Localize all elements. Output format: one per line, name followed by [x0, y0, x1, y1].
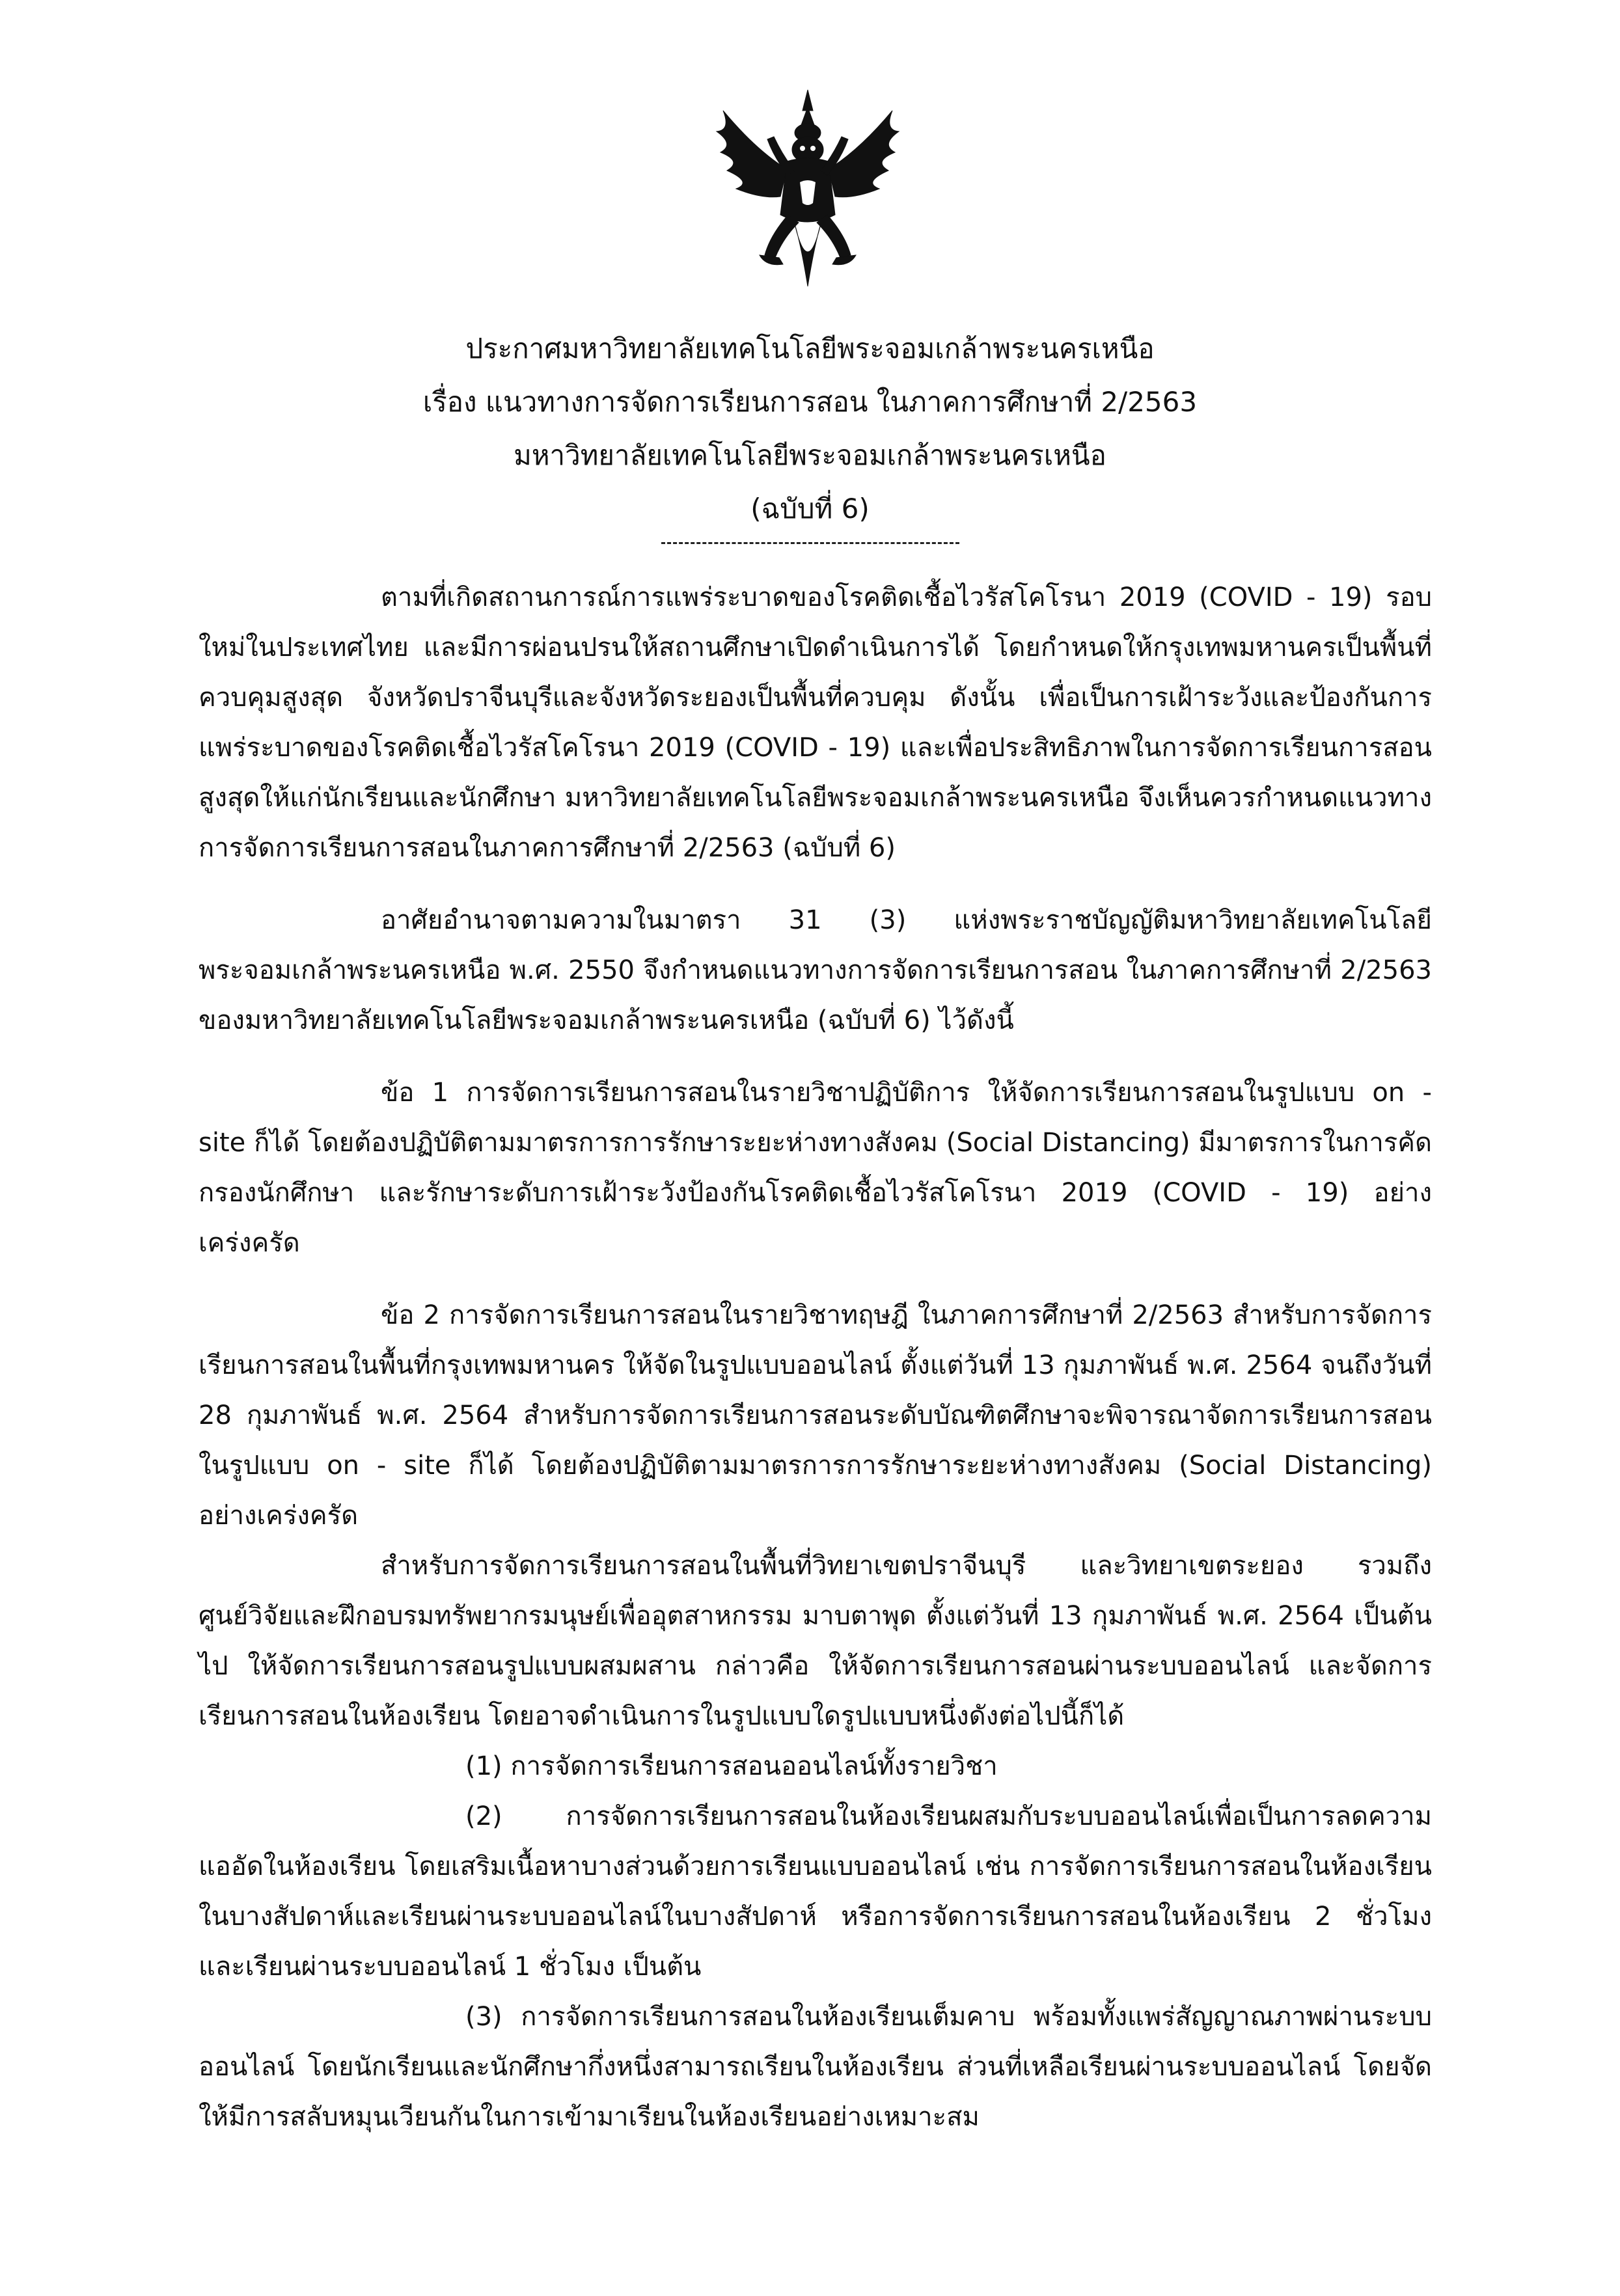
paragraph-campus: สำหรับการจัดการเรียนการสอนในพื้นที่วิทยาเขตปราจีนบุรี และวิทยาเขตระยอง รวมถึงศูนย์วิจัยและฝึกอบรมทรัพยากรมนุษย์เพื่ออุตสาหกรรม มาบตาพุด ตั้งแต่วันที่ 13 กุมภาพันธ์ พ.ศ. 2564 เป็นต้นไป ให้จัดการเรียนการสอนรูปแบบผสมผสาน กล่าวคือ ให้จัดการเรียนการสอนผ่านระบบออนไลน์ และจัดการเรียนการสอนในห้องเรียน โดยอาจดำเนินการในรูปแบบใดรูปแบบหนึ่งดังต่อไปนี้ก็ได้ — [199, 1551, 1432, 1731]
list-item-1: (1) การจัดการเรียนการสอนออนไลน์ทั้งรายวิชา — [465, 1751, 998, 1781]
separator-line — [661, 542, 959, 544]
header-edition: (ฉบับที่ 6) — [750, 493, 870, 525]
list-item-3: (3) การจัดการเรียนการสอนในห้องเรียนเต็มคาบ พร้อมทั้งแพร่สัญญาณภาพผ่านระบบออนไลน์ โดยนักเรียนและนักศึกษากึ่งหนึ่งสามารถเรียนในห้องเรียน ส่วนที่เหลือเรียนผ่านระบบออนไลน์ โดยจัดให้มีการสลับหมุนเวียนกันในการเข้ามาเรียนในห้องเรียนอย่างเหมาะสม — [199, 2002, 1432, 2132]
paragraph-clause-2: ข้อ 2 การจัดการเรียนการสอนในรายวิชาทฤษฎี ในภาคการศึกษาที่ 2/2563 สำหรับการจัดการเรียนการสอนในพื้นที่กรุงเทพมหานคร ให้จัดในรูปแบบออนไลน์ ตั้งแต่วันที่ 13 กุมภาพันธ์ พ.ศ. 2564 จนถึงวันที่ 28 กุมภาพันธ์ พ.ศ. 2564 สำหรับการจัดการเรียนการสอนระดับบัณฑิตศึกษาจะพิจารณาจัดการเรียนการสอนในรูปแบบ on - site ก็ได้ โดยต้องปฏิบัติตามมาตรการการรักษาระยะห่างทางสังคม (Social Distancing) อย่างเคร่งครัด — [199, 1300, 1432, 1531]
document-body — [199, 573, 1432, 2142]
paragraph-clause-1: ข้อ 1 การจัดการเรียนการสอนในรายวิชาปฏิบัติการ ให้จัดการเรียนการสอนในรูปแบบ on - site ก็ได้ โดยต้องปฏิบัติตามมาตรการการรักษาระยะห่างทางสังคม (Social Distancing) มีมาตรการในการคัดกรองนักศึกษา และรักษาระดับการเฝ้าระวังป้องกันโรคติดเชื้อไวรัสโคโรนา 2019 (COVID - 19) อย่างเคร่งครัด — [199, 1078, 1432, 1258]
announcement-header — [0, 322, 1620, 536]
header-subject: เรื่อง แนวทางการจัดการเรียนการสอน ในภาคการศึกษาที่ 2/2563 — [422, 386, 1198, 418]
garuda-emblem-icon — [697, 85, 918, 293]
list-item-2: (2) การจัดการเรียนการสอนในห้องเรียนผสมกับระบบออนไลน์เพื่อเป็นการลดความแออัดในห้องเรียน โดยเสริมเนื้อหาบางส่วนด้วยการเรียนแบบออนไลน์ เช่น การจัดการเรียนการสอนในห้องเรียนในบางสัปดาห์และเรียนผ่านระบบออนไลน์ในบางสัปดาห์ หรือการจัดการเรียนการสอนในห้องเรียน 2 ชั่วโมง และเรียนผ่านระบบออนไลน์ 1 ชั่วโมง เป็นต้น — [199, 1801, 1432, 1982]
header-university: มหาวิทยาลัยเทคโนโลยีพระจอมเกล้าพระนครเหนือ — [514, 439, 1106, 471]
header-title: ประกาศมหาวิทยาลัยเทคโนโลยีพระจอมเกล้าพระนครเหนือ — [465, 333, 1155, 364]
paragraph-authority: อาศัยอำนาจตามความในมาตรา 31 (3) แห่งพระราชบัญญัติมหาวิทยาลัยเทคโนโลยีพระจอมเกล้าพระนครเหนือ พ.ศ. 2550 จึงกำหนดแนวทางการจัดการเรียนการสอน ในภาคการศึกษาที่ 2/2563 ของมหาวิทยาลัยเทคโนโลยีพระจอมเกล้าพระนครเหนือ (ฉบับที่ 6) ไว้ดังนี้ — [199, 905, 1432, 1035]
paragraph-background: ตามที่เกิดสถานการณ์การแพร่ระบาดของโรคติดเชื้อไวรัสโคโรนา 2019 (COVID - 19) รอบใหม่ในประเทศไทย และมีการผ่อนปรนให้สถานศึกษาเปิดดำเนินการได้ โดยกำหนดให้กรุงเทพมหานครเป็นพื้นที่ควบคุมสูงสุด จังหวัดปราจีนบุรีและจังหวัดระยองเป็นพื้นที่ควบคุม ดังนั้น เพื่อเป็นการเฝ้าระวังและป้องกันการแพร่ระบาดของโรคติดเชื้อไวรัสโคโรนา 2019 (COVID - 19) และเพื่อประสิทธิภาพในการจัดการเรียนการสอนสูงสุดให้แก่นักเรียนและนักศึกษา มหาวิทยาลัยเทคโนโลยีพระจอมเกล้าพระนครเหนือ จึงเห็นควรกำหนดแนวทางการจัดการเรียนการสอนในภาคการศึกษาที่ 2/2563 (ฉบับที่ 6) — [199, 582, 1432, 863]
